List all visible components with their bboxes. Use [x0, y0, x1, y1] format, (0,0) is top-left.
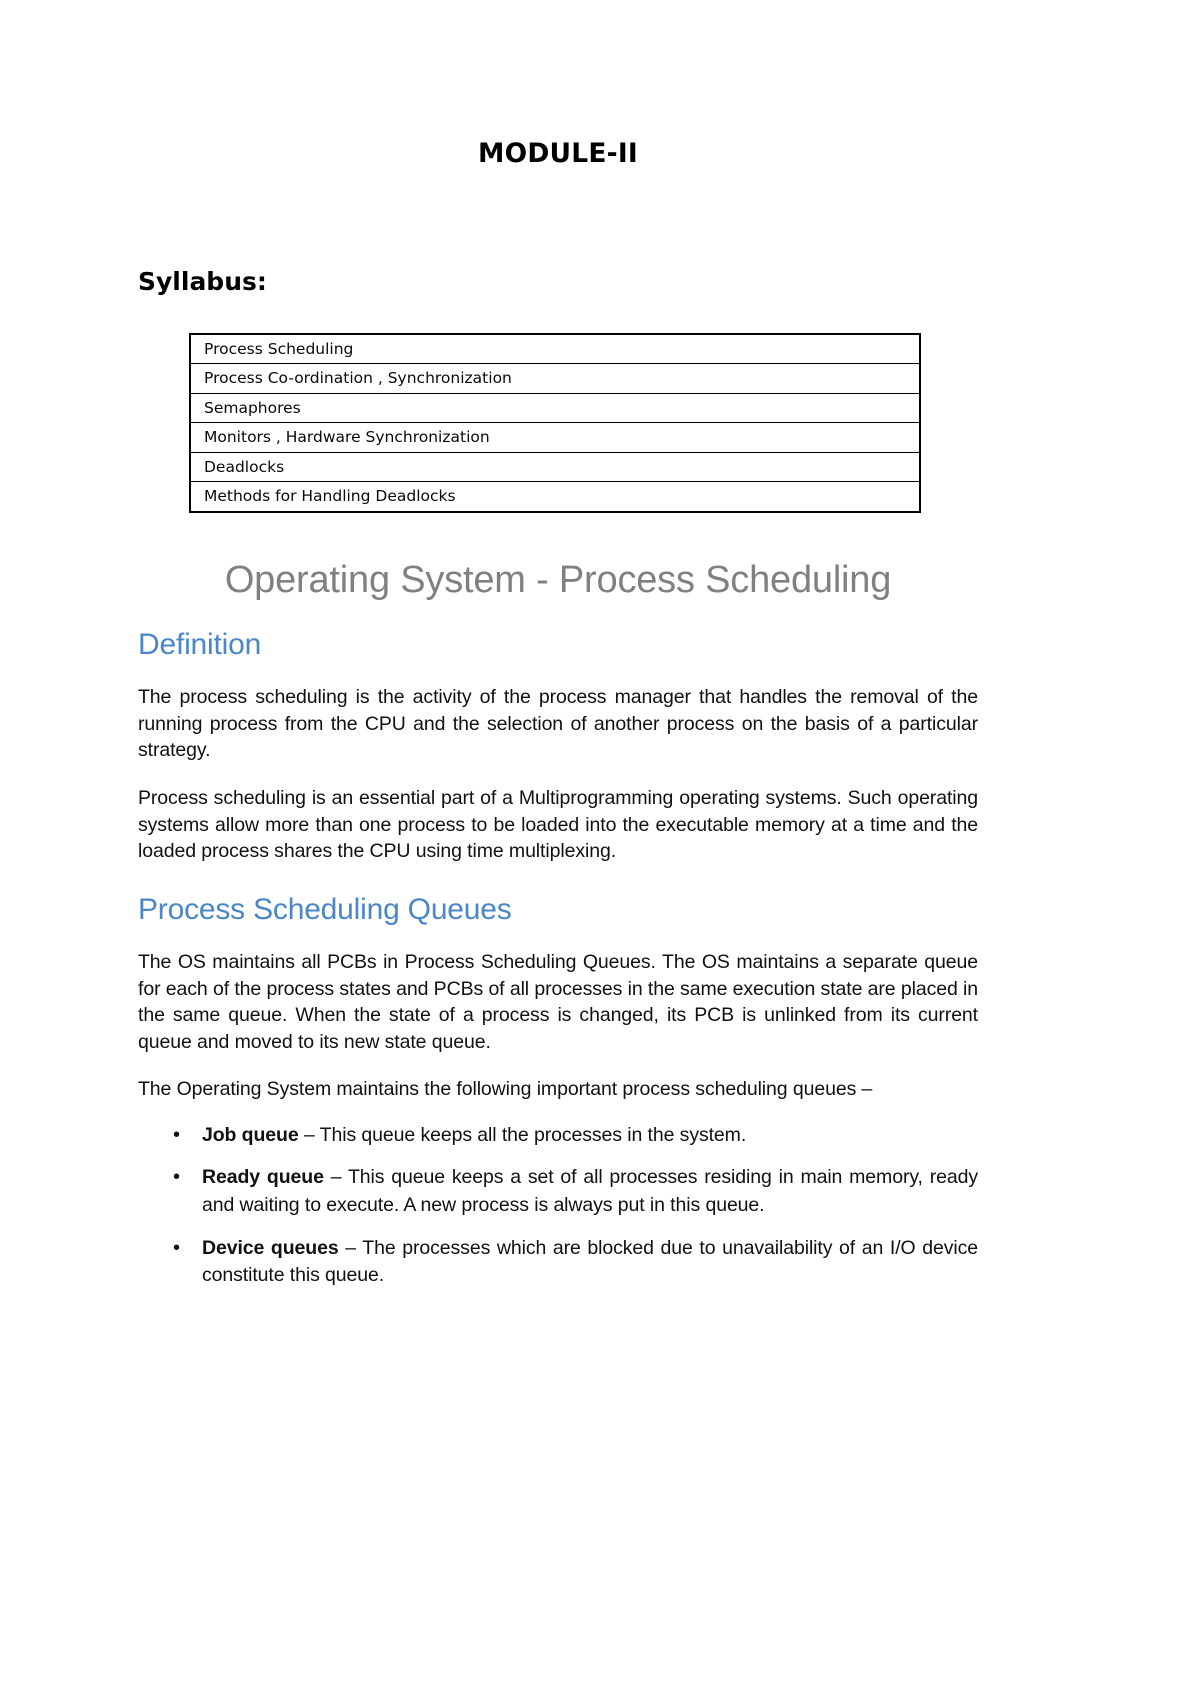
syllabus-topic: Monitors , Hardware Synchronization — [191, 423, 919, 452]
syllabus-topic: Methods for Handling Deadlocks — [204, 487, 456, 506]
list-item-term: Ready queue — [202, 1166, 324, 1189]
table-row — [191, 452, 919, 481]
queue-types-list — [138, 1122, 978, 1290]
syllabus-topic: Deadlocks — [191, 452, 919, 481]
page-title: Operating System - Process Scheduling — [224, 558, 892, 601]
syllabus-topic: Semaphores — [191, 393, 919, 422]
table-row — [191, 482, 919, 511]
syllabus-label: Syllabus: — [138, 267, 267, 296]
syllabus-topic: Process Co-ordination , Synchronization — [191, 364, 919, 393]
list-item-description: – The processes which are blocked due to unavailability of an I/O device constitute this queue. — [202, 1236, 978, 1287]
table-row — [191, 423, 919, 452]
module-title: MODULE-II — [478, 138, 638, 169]
paragraph: Process scheduling is an essential part of a Multiprogramming operating systems. Such operating systems allow more than one process to be loaded into the executable memory at a time and the loaded process shares the CPU using time multiplexing. — [138, 786, 978, 863]
paragraph: The process scheduling is the activity of the process manager that handles the removal of the running process from the CPU and the selection of another process on the basis of a particular strategy. — [138, 685, 978, 762]
list-item-term: Job queue — [202, 1123, 299, 1146]
paragraph: The OS maintains all PCBs in Process Scheduling Queues. The OS maintains a separate queue for each of the process states and PCBs of all processes in the same execution state are placed in the same queue. When the state of a process is changed, its PCB is unlinked from its current queue and moved to its new state queue. — [138, 951, 979, 1054]
table-row — [191, 364, 919, 393]
section-heading-process-scheduling-queues: Process Scheduling Queues — [138, 893, 512, 927]
list-item — [202, 1235, 978, 1290]
table-row — [191, 393, 919, 422]
page-content — [138, 0, 978, 1290]
list-item-description: – This queue keeps a set of all processes residing in main memory, ready and waiting to execute. A new process is always put in this queue. — [202, 1166, 978, 1216]
syllabus-topic: Process Scheduling — [191, 335, 919, 364]
syllabus-table — [189, 333, 921, 513]
list-item-term: Device queues — [202, 1236, 339, 1259]
section-heading-definition: Definition — [138, 627, 262, 661]
paragraph: The Operating System maintains the following important process scheduling queues – — [138, 1077, 873, 1100]
list-item — [202, 1122, 978, 1150]
list-item-description: – This queue keeps all the processes in the system. — [298, 1123, 747, 1146]
table-row — [191, 335, 919, 364]
list-item — [202, 1164, 978, 1219]
